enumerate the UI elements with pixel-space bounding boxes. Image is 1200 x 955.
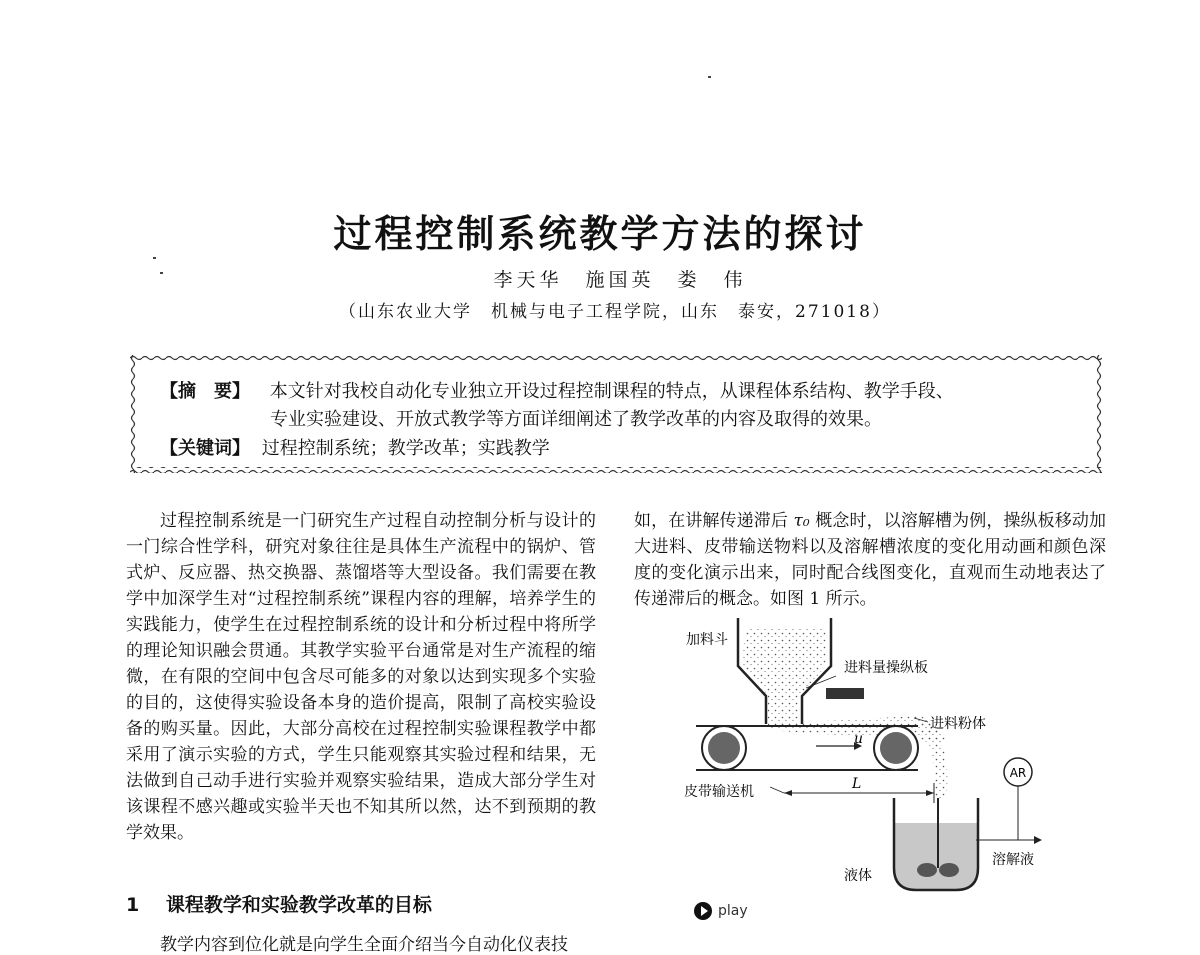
play-button[interactable] xyxy=(694,902,748,920)
intro-paragraph: 过程控制系统是一门研究生产过程自动控制分析与设计的一门综合性学科，研究对象往往是具体生产流程中的锅炉、管式炉、反应器、热交换器、蒸馏塔等大型设备。我们需要在教学中加深学生对“过程控制系统”课程内容的理解，培养学生的实践能力，使学生在过程控制系统的设计和分析过程中将所学的理论知识融会贯通。其教学实验平台通常是对生产流程的缩微，在有限的空间中包含尽可能多的对象以达到实现多个实验的目的，这使得实验设备本身的造价提高，限制了高校实验设备的购买量。因此，大部分高校在过程控制实验课程教学中都采用了演示实验的方式，学生只能观察其实验过程和结果，无法做到自己动手进行实验并观察实验结果，造成大部分学生对该课程不感兴趣或实验半天也不知其所以然，达不到预期的教学效果。 xyxy=(126,511,596,843)
figure-intro-paragraph xyxy=(634,508,1106,612)
control-plate xyxy=(826,688,864,699)
left-column xyxy=(126,508,596,846)
conveyor-roller-right xyxy=(874,726,918,770)
dissolving-tank-figure xyxy=(676,618,1076,908)
keywords-label: 【关键词】 xyxy=(160,438,250,459)
clipped-text-line: 教学内容到位化就是向学生全面介绍当今自动化仪表技 xyxy=(160,935,568,955)
author-list: 李天华 施国英 娄 伟 xyxy=(493,269,747,291)
length-symbol: L xyxy=(852,776,862,792)
hopper-fill xyxy=(741,628,826,724)
conveyor-label: 皮带输送机 xyxy=(684,784,754,800)
abstract-label: 【摘 要】 xyxy=(160,381,250,402)
keywords-line xyxy=(160,434,550,460)
play-icon xyxy=(694,902,712,920)
plate-label: 进料量操纵板 xyxy=(844,660,928,676)
right-text-b: 概念时，以溶解槽为例，操纵板移动加大进料、皮带输送物料以及溶解槽浓度的变化用动画和颜色深度的变化演示出来，同时配合线图变化，直观而生动地表达了传递滞后的概念。如图 1 所示。 xyxy=(634,511,1106,609)
analyzer-label: AR xyxy=(1009,766,1027,780)
tank-liquid xyxy=(894,823,978,890)
abstract-text-2: 专业实验建设、开放式教学等方面详细阐述了教学改革的内容及取得的效果。 xyxy=(270,409,882,430)
stirrer-blade-right xyxy=(939,863,959,877)
liquid-label: 液体 xyxy=(844,868,872,884)
velocity-symbol: u xyxy=(854,731,864,747)
abstract-text-1: 本文针对我校自动化专业独立开设过程控制课程的特点，从课程体系结构、教学手段、 xyxy=(269,381,954,402)
tau-symbol: τ₀ xyxy=(793,511,810,531)
hopper-label: 加料斗 xyxy=(686,632,728,648)
keywords-text: 过程控制系统；教学改革；实践教学 xyxy=(261,438,550,459)
right-column xyxy=(634,508,1106,612)
conveyor-roller-left xyxy=(702,726,746,770)
powder-label: 进料粉体 xyxy=(930,716,986,732)
stirrer-blade-left xyxy=(917,863,937,877)
solution-label: 溶解液 xyxy=(992,852,1034,868)
right-text-a: 如，在讲解传递滞后 xyxy=(634,511,794,531)
play-label: play xyxy=(718,903,748,919)
section-number: 1 xyxy=(126,894,140,916)
scan-speck xyxy=(708,76,711,78)
affiliation: （山东农业大学 机械与电子工程学院，山东 泰安，271018） xyxy=(339,302,891,322)
section-title: 课程教学和实验教学改革的目标 xyxy=(165,894,432,916)
paper-title: 过程控制系统教学方法的探讨 xyxy=(333,212,867,256)
abstract-line-1 xyxy=(160,377,954,403)
section-heading xyxy=(126,890,432,917)
